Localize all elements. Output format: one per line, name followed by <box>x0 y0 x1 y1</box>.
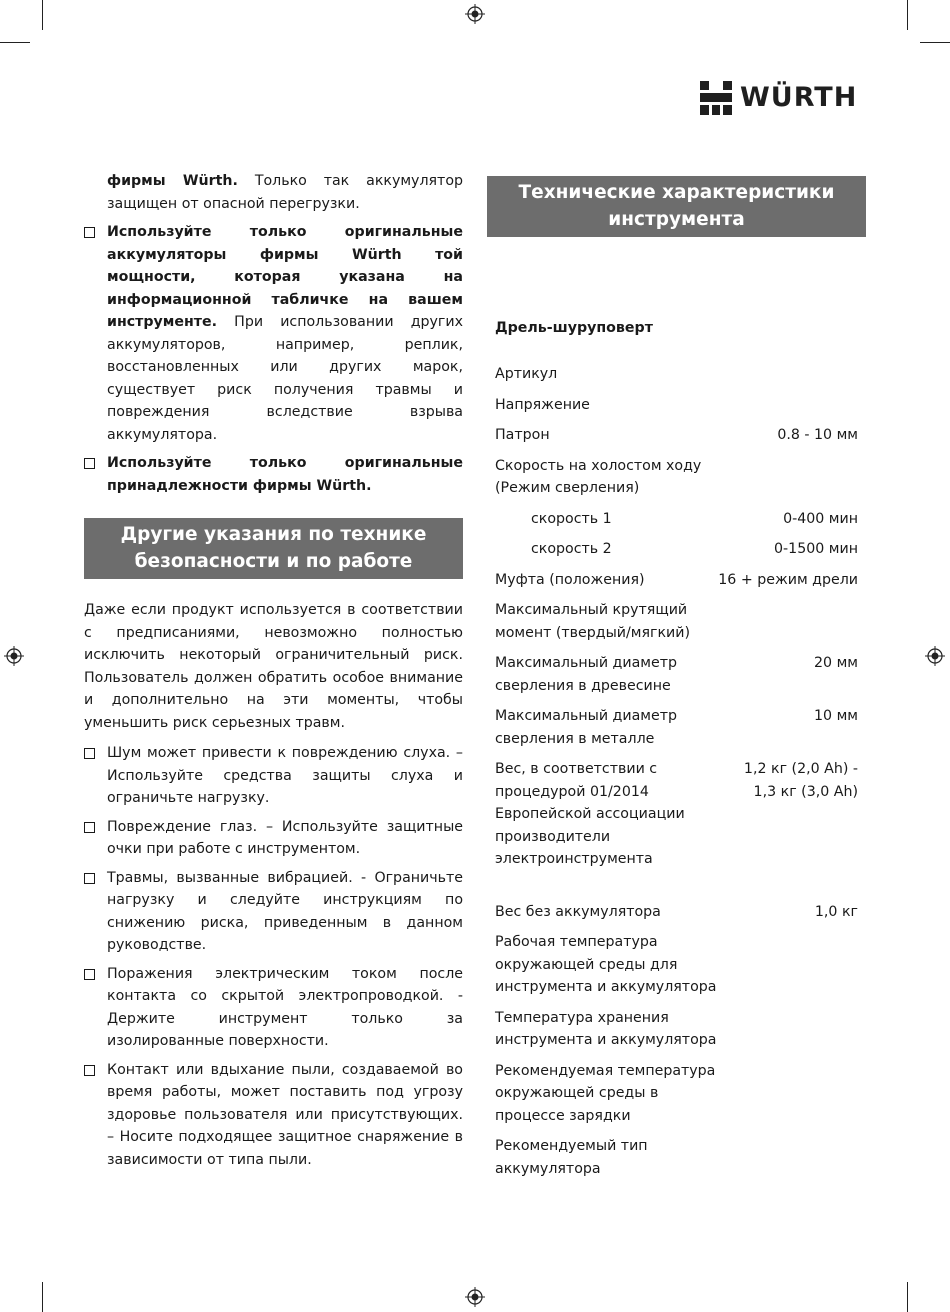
spec-value <box>718 1135 858 1180</box>
crop-mark <box>0 42 30 43</box>
list-item-text: Травмы, вызванные вибрацией. - Ограничьте нагрузку и следуйте инструкциям по снижению риска, приведенным в данном руководстве. <box>107 869 463 953</box>
list-item <box>84 742 463 810</box>
spec-value: 10 мм <box>814 708 858 724</box>
spec-value <box>718 1007 858 1052</box>
list-item <box>84 1059 463 1172</box>
spec-value <box>718 455 858 500</box>
registration-mark-icon <box>4 646 24 666</box>
spec-label: Скорость на холостом ходу (Режим сверления) <box>495 457 702 496</box>
list-item-text: Шум может привести к повреждению слуха. – Используйте средства защиты слуха и ограничьте нагрузку. <box>107 745 463 806</box>
table-row <box>487 394 866 417</box>
list-item-bold: Используйте только оригинальные аккумуляторы фирмы Würth той мощности, которая указана на информационной табличке на вашем инструменте. <box>107 224 463 330</box>
product-name: Дрель-шуруповерт <box>495 320 653 336</box>
checkbox-square-icon <box>84 822 95 833</box>
intro-rest: Только так аккумулятор защищен от опасной перегрузки. <box>107 173 464 212</box>
crop-mark <box>920 42 950 43</box>
spec-label: Напряжение <box>495 396 590 413</box>
table-row <box>487 758 866 871</box>
list-item-bold: Используйте только оригинальные принадлежности фирмы Würth. <box>107 455 463 494</box>
table-row <box>487 705 866 750</box>
intro-bold: фирмы Würth. <box>107 173 238 189</box>
list-item <box>84 452 463 497</box>
registration-mark-icon <box>925 646 945 666</box>
crop-mark <box>907 0 908 30</box>
spec-label: Максимальный диаметр сверления в древесине <box>495 655 677 694</box>
checkbox-square-icon <box>84 227 95 238</box>
registration-mark-icon <box>465 4 485 24</box>
table-row <box>487 569 866 592</box>
specs-table <box>487 363 866 1180</box>
spec-value: 1,2 кг (2,0 Ah) - 1,3 кг (3,0 Ah) <box>743 761 858 800</box>
checkbox-square-icon <box>84 748 95 759</box>
spec-value <box>718 394 858 417</box>
table-row <box>487 508 866 531</box>
crop-mark <box>42 0 43 30</box>
spec-label: Вес без аккумулятора <box>495 903 661 920</box>
spec-label: Рекомендуемая температура окружающей среды в процессе зарядки <box>495 1062 716 1124</box>
intro-paragraph <box>84 170 463 215</box>
list-item-text: При использовании других аккумуляторов, например, реплик, восстановленных или других марок, существует риск получения травмы и повреждения вследствие взрыва аккумулятора. <box>107 314 463 443</box>
wurth-logo <box>700 80 857 116</box>
spec-value: 20 мм <box>814 655 858 671</box>
list-item-text: Поражения электрическим током после контакта со скрытой электропроводкой. - Держите инструмент только за изолированные поверхности. <box>107 965 463 1049</box>
spec-label: Патрон <box>495 427 550 443</box>
table-row <box>487 901 866 924</box>
left-column <box>84 170 463 1171</box>
table-row <box>487 931 866 999</box>
spec-label: Температура хранения инструмента и аккумулятора <box>495 1009 717 1048</box>
list-item-text: Повреждение глаз. – Используйте защитные очки при работе с инструментом. <box>107 818 463 857</box>
spec-label: Муфта (положения) <box>495 571 645 588</box>
spec-value: 0-400 мин <box>783 510 858 527</box>
spec-value: 0-1500 мин <box>774 541 858 557</box>
spec-label: Максимальный крутящий момент (твердый/мягкий) <box>495 602 691 641</box>
spec-label: Максимальный диаметр сверления в металле <box>495 708 677 747</box>
table-row <box>487 599 866 644</box>
table-row <box>487 1060 866 1128</box>
table-row <box>487 424 866 447</box>
spec-label: скорость 1 <box>531 510 612 527</box>
checkbox-square-icon <box>84 873 95 884</box>
checkbox-square-icon <box>84 458 95 469</box>
spec-value <box>718 363 858 386</box>
spec-label: Рабочая температура окружающей среды для инструмента и аккумулятора <box>495 934 717 995</box>
table-row <box>487 1007 866 1052</box>
table-row <box>487 1135 866 1180</box>
spec-label: Рекомендуемый тип аккумулятора <box>495 1138 648 1177</box>
registration-mark-icon <box>465 1287 485 1307</box>
checkbox-square-icon <box>84 1065 95 1076</box>
list-item <box>84 816 463 861</box>
spec-label: скорость 2 <box>531 541 612 557</box>
section-title-safety: Другие указания по технике безопасности и по работе <box>84 518 463 579</box>
spec-label: Артикул <box>495 366 558 382</box>
spec-value <box>718 599 858 644</box>
crop-mark <box>42 1282 43 1312</box>
checkbox-square-icon <box>84 969 95 980</box>
safety-paragraph: Даже если продукт используется в соответствии с предписаниями, невозможно полностью исключить некоторый ограничительный риск. Пользователь должен обратить особое внимание и дополнительно на эти моменты, чтобы уменьшить риск серьезных травм. <box>84 602 463 731</box>
section-title-specs: Технические характеристики инструмента <box>487 176 866 237</box>
crop-mark <box>907 1282 908 1312</box>
spec-value <box>718 1060 858 1128</box>
list-item-text: Контакт или вдыхание пыли, создаваемой во время работы, может поставить под угрозу здоровье пользователя или присутствующих. – Носите подходящее защитное снаряжение в зависимости от типа пыли. <box>107 1061 463 1168</box>
spec-value: 1,0 кг <box>814 903 858 920</box>
list-item <box>84 867 463 957</box>
spec-value: 0.8 - 10 мм <box>777 427 858 443</box>
table-row <box>487 363 866 386</box>
wurth-emblem-icon <box>700 81 732 115</box>
right-column <box>487 176 866 1188</box>
spec-value <box>718 931 858 999</box>
spec-value: 16 + режим дрели <box>718 571 858 588</box>
list-item <box>84 963 463 1053</box>
logo-wordmark: WÜRTH <box>740 82 858 113</box>
table-row <box>487 538 866 561</box>
table-row <box>487 455 866 500</box>
spec-label: Вес, в соответствии с процедурой 01/2014 Европейской ассоциации производители электроинструмента <box>495 761 685 867</box>
table-row <box>487 652 866 697</box>
list-item <box>84 221 463 446</box>
